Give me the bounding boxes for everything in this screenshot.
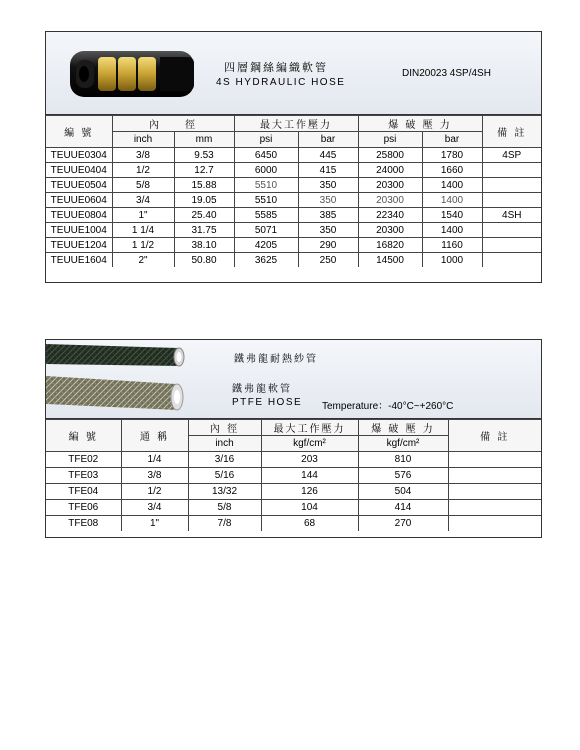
cell-code: TEUUE0804 <box>46 208 112 223</box>
table-row <box>46 468 541 484</box>
ptfe-title-en: PTFE HOSE <box>232 397 303 408</box>
table-row <box>46 178 541 193</box>
cell-nominal: 1" <box>121 516 188 532</box>
table-row <box>46 253 541 268</box>
cell-mm: 25.40 <box>174 208 234 223</box>
header-code: 編 號 <box>46 420 121 452</box>
cell-mm: 50.80 <box>174 253 234 268</box>
header-remarks: 備 註 <box>448 420 541 452</box>
cell-wp-bar: 350 <box>298 178 358 193</box>
cell-bp-bar: 1160 <box>422 238 482 253</box>
cell-remark <box>482 253 541 268</box>
table-row <box>46 238 541 253</box>
cell-wp: 68 <box>261 516 358 532</box>
hydraulic-hose-title-en: 4S HYDRAULIC HOSE <box>216 77 346 88</box>
header-unit-psi: psi <box>358 132 422 148</box>
cell-remark: 4SP <box>482 148 541 163</box>
header-unit-bar: bar <box>422 132 482 148</box>
table-row <box>46 163 541 178</box>
hydraulic-hose-photo <box>68 49 196 99</box>
cell-wp-bar: 250 <box>298 253 358 268</box>
header-max-working-pressure: 最大工作壓力 <box>234 116 358 132</box>
cell-wp: 104 <box>261 500 358 516</box>
header-nominal: 通 稱 <box>121 420 188 452</box>
cell-bp-bar: 1660 <box>422 163 482 178</box>
cell-mm: 19.05 <box>174 193 234 208</box>
cell-code: TEUUE1604 <box>46 253 112 268</box>
table-row <box>46 208 541 223</box>
header-remarks: 備 註 <box>482 116 541 148</box>
cell-remark <box>448 484 541 500</box>
ptfe-hose-photo <box>46 340 196 419</box>
header-max-working-pressure: 最大工作壓力 <box>261 420 358 436</box>
header-unit-bar: bar <box>298 132 358 148</box>
header-unit-mm: mm <box>174 132 234 148</box>
cell-wp: 144 <box>261 468 358 484</box>
cell-wp-psi: 6450 <box>234 148 298 163</box>
hydraulic-hose-banner <box>46 32 541 115</box>
cell-remark <box>448 468 541 484</box>
cell-bp: 576 <box>358 468 448 484</box>
header-burst-pressure: 爆 破 壓 力 <box>358 420 448 436</box>
header-unit-inch: inch <box>112 132 174 148</box>
cell-bp-bar: 1400 <box>422 178 482 193</box>
cell-bp-psi: 16820 <box>358 238 422 253</box>
cell-wp-bar: 415 <box>298 163 358 178</box>
ptfe-temperature: Temperature：-40°C~+260°C <box>322 401 454 412</box>
cell-inch: 3/4 <box>112 193 174 208</box>
cell-inch: 5/8 <box>112 178 174 193</box>
table-row <box>46 516 541 532</box>
ptfe-hose-table <box>46 419 541 531</box>
cell-mm: 31.75 <box>174 223 234 238</box>
cell-wp: 203 <box>261 452 358 468</box>
cell-inch: 3/16 <box>188 452 261 468</box>
header-burst-pressure: 爆 破 壓 力 <box>358 116 482 132</box>
table-row <box>46 193 541 208</box>
cell-bp-bar: 1400 <box>422 223 482 238</box>
cell-code: TEUUE0604 <box>46 193 112 208</box>
cell-wp-psi: 6000 <box>234 163 298 178</box>
cell-wp-psi: 3625 <box>234 253 298 268</box>
cell-code: TEUUE0304 <box>46 148 112 163</box>
hydraulic-hose-title-cn: 四層鋼絲編織軟管 <box>224 61 328 74</box>
cell-inch: 7/8 <box>188 516 261 532</box>
cell-inch: 1 1/2 <box>112 238 174 253</box>
cell-wp-bar: 350 <box>298 193 358 208</box>
ptfe-title-cn-1: 鐵弗龍耐熱紗管 <box>234 354 318 365</box>
cell-inch: 1/2 <box>112 163 174 178</box>
cell-remark <box>482 193 541 208</box>
cell-mm: 9.53 <box>174 148 234 163</box>
cell-wp-bar: 385 <box>298 208 358 223</box>
cell-bp: 810 <box>358 452 448 468</box>
table-row <box>46 452 541 468</box>
cell-wp-psi: 5585 <box>234 208 298 223</box>
cell-inch: 2" <box>112 253 174 268</box>
cell-inch: 5/16 <box>188 468 261 484</box>
table-row <box>46 500 541 516</box>
cell-mm: 15.88 <box>174 178 234 193</box>
cell-remark <box>448 516 541 532</box>
cell-bp-psi: 25800 <box>358 148 422 163</box>
cell-wp: 126 <box>261 484 358 500</box>
cell-bp-bar: 1400 <box>422 193 482 208</box>
cell-bp-psi: 22340 <box>358 208 422 223</box>
table-row <box>46 223 541 238</box>
table-row <box>46 484 541 500</box>
cell-code: TFE08 <box>46 516 121 532</box>
cell-code: TEUUE0504 <box>46 178 112 193</box>
hydraulic-hose-standard: DIN20023 4SP/4SH <box>402 68 491 79</box>
cell-bp-psi: 24000 <box>358 163 422 178</box>
cell-inch: 13/32 <box>188 484 261 500</box>
cell-wp-psi: 5510 <box>234 178 298 193</box>
cell-code: TEUUE0404 <box>46 163 112 178</box>
header-inner-diameter: 內 徑 <box>112 116 234 132</box>
cell-bp-psi: 20300 <box>358 223 422 238</box>
header-unit-inch: inch <box>188 436 261 452</box>
cell-remark <box>482 223 541 238</box>
cell-remark <box>448 500 541 516</box>
header-unit-psi: psi <box>234 132 298 148</box>
cell-code: TFE02 <box>46 452 121 468</box>
header-inner-diameter: 內 徑 <box>188 420 261 436</box>
cell-bp-bar: 1780 <box>422 148 482 163</box>
cell-inch: 5/8 <box>188 500 261 516</box>
cell-wp-psi: 4205 <box>234 238 298 253</box>
cell-code: TEUUE1004 <box>46 223 112 238</box>
cell-mm: 12.7 <box>174 163 234 178</box>
header-code: 編 號 <box>46 116 112 148</box>
cell-nominal: 3/8 <box>121 468 188 484</box>
cell-wp-psi: 5071 <box>234 223 298 238</box>
cell-bp: 414 <box>358 500 448 516</box>
cell-remark <box>448 452 541 468</box>
cell-nominal: 3/4 <box>121 500 188 516</box>
ptfe-hose-banner <box>46 340 541 419</box>
cell-bp-psi: 14500 <box>358 253 422 268</box>
cell-nominal: 1/2 <box>121 484 188 500</box>
table-row <box>46 148 541 163</box>
cell-code: TFE04 <box>46 484 121 500</box>
cell-mm: 38.10 <box>174 238 234 253</box>
hydraulic-hose-section <box>45 31 542 283</box>
cell-code: TFE06 <box>46 500 121 516</box>
cell-code: TEUUE1204 <box>46 238 112 253</box>
ptfe-title-cn-2: 鐵弗龍軟管 <box>232 384 292 395</box>
cell-inch: 3/8 <box>112 148 174 163</box>
cell-remark <box>482 238 541 253</box>
cell-wp-bar: 290 <box>298 238 358 253</box>
ptfe-hose-section <box>45 339 542 538</box>
cell-bp: 504 <box>358 484 448 500</box>
cell-wp-bar: 350 <box>298 223 358 238</box>
hydraulic-hose-table <box>46 115 541 267</box>
cell-bp-bar: 1000 <box>422 253 482 268</box>
header-unit-kgf: kgf/cm² <box>261 436 358 452</box>
cell-inch: 1 1/4 <box>112 223 174 238</box>
cell-inch: 1" <box>112 208 174 223</box>
cell-remark <box>482 163 541 178</box>
cell-wp-bar: 445 <box>298 148 358 163</box>
cell-bp-bar: 1540 <box>422 208 482 223</box>
cell-wp-psi: 5510 <box>234 193 298 208</box>
cell-nominal: 1/4 <box>121 452 188 468</box>
header-unit-kgf: kgf/cm² <box>358 436 448 452</box>
cell-remark <box>482 178 541 193</box>
cell-bp: 270 <box>358 516 448 532</box>
cell-code: TFE03 <box>46 468 121 484</box>
cell-bp-psi: 20300 <box>358 193 422 208</box>
cell-bp-psi: 20300 <box>358 178 422 193</box>
cell-remark: 4SH <box>482 208 541 223</box>
